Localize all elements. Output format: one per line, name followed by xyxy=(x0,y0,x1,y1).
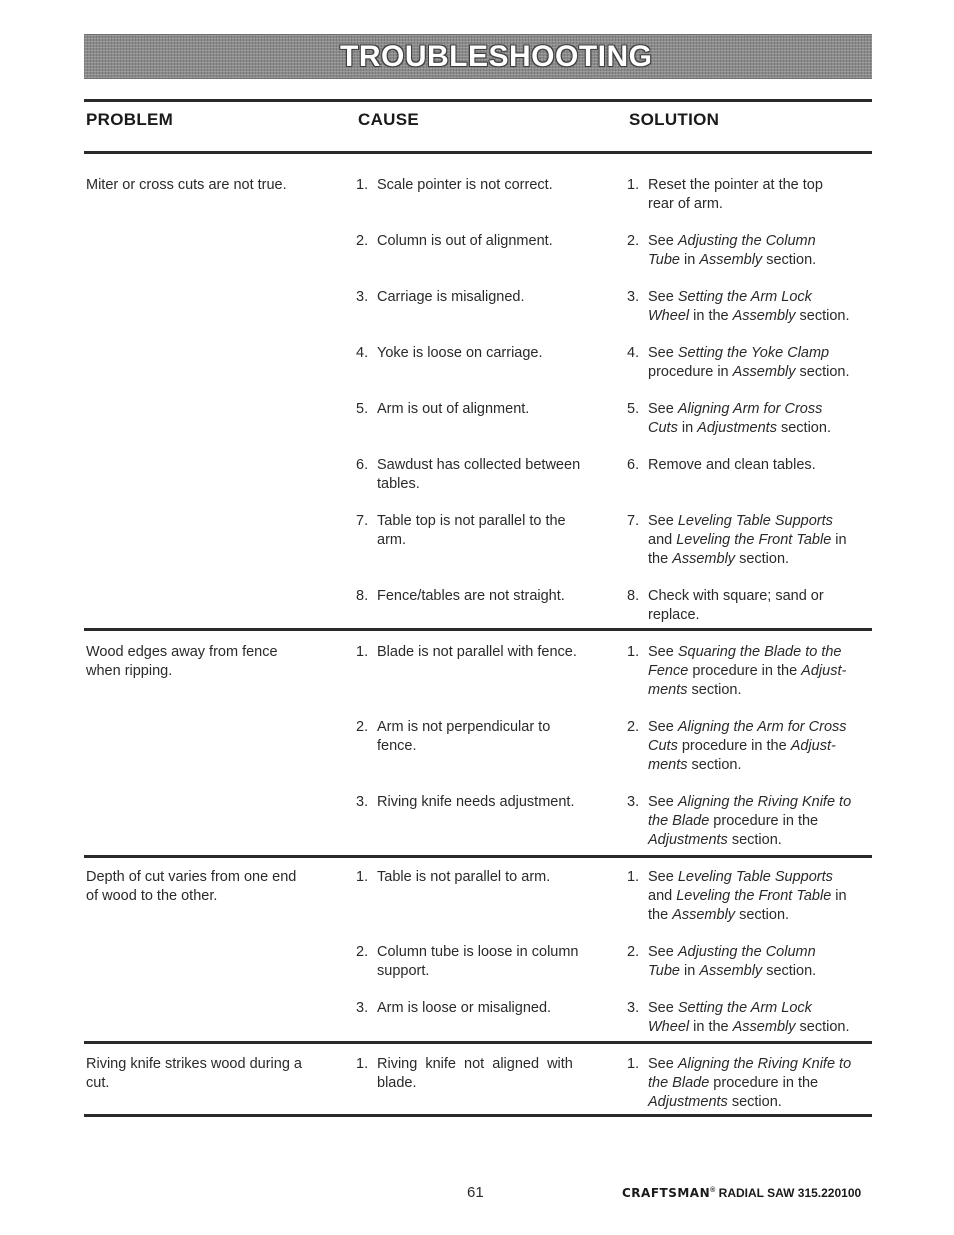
solution-reference: Fence xyxy=(648,663,689,679)
solution-number: 8. xyxy=(627,588,640,604)
solution-text xyxy=(648,606,700,625)
solution-segment: See xyxy=(648,345,678,361)
solution-reference: Leveling Table Supports xyxy=(677,513,833,529)
solution-segment: replace. xyxy=(648,607,700,623)
solution-segment: in xyxy=(831,888,847,904)
solution-reference: Aligning the Arm for Cross xyxy=(677,719,847,735)
solution-reference: Adjusting the Column xyxy=(677,233,816,249)
cause-number: 2. xyxy=(356,719,369,735)
solution-text xyxy=(648,456,816,475)
solution-segment: section. xyxy=(727,1094,782,1110)
cause-text: fence. xyxy=(377,738,417,754)
solution-text xyxy=(648,400,822,419)
solution-number: 3. xyxy=(627,289,640,305)
solution-text xyxy=(648,999,812,1018)
solution-segment: See xyxy=(648,644,678,660)
solution-reference: Leveling the Front Table xyxy=(676,532,832,548)
solution-segment: section. xyxy=(687,682,742,698)
header-bottom-rule xyxy=(84,151,872,154)
cause-number: 6. xyxy=(356,457,369,473)
page-number: 61 xyxy=(467,1184,484,1201)
cause-text: Riving knife not aligned with xyxy=(377,1056,573,1072)
cause-text: Arm is not perpendicular to xyxy=(377,719,551,735)
solution-text xyxy=(648,662,846,681)
title-banner xyxy=(84,34,872,79)
solution-text xyxy=(648,1074,818,1093)
solution-number: 2. xyxy=(627,944,640,960)
solution-segment: procedure in the xyxy=(709,813,819,829)
solution-number: 7. xyxy=(627,513,640,529)
solution-segment: section. xyxy=(776,420,831,436)
solution-reference: the Blade xyxy=(648,1075,710,1091)
solution-reference: Adjust- xyxy=(801,663,847,679)
solution-text xyxy=(648,887,847,906)
solution-segment: section. xyxy=(687,757,742,773)
solution-segment: See xyxy=(648,1056,678,1072)
solution-reference: Cuts xyxy=(648,738,678,754)
cause-text: Column is out of alignment. xyxy=(377,233,553,249)
cause-number: 4. xyxy=(356,345,369,361)
solution-text xyxy=(648,1018,850,1037)
cause-text: Column tube is loose in column xyxy=(377,944,579,960)
problem-text: of wood to the other. xyxy=(86,888,218,904)
solution-segment: in xyxy=(679,963,700,979)
section-divider xyxy=(84,855,872,858)
cause-number: 5. xyxy=(356,401,369,417)
cause-text: Table is not parallel to arm. xyxy=(377,869,551,885)
solution-text xyxy=(648,1093,782,1112)
solution-segment: Check with square; sand or xyxy=(648,588,824,604)
solution-reference: Tube xyxy=(648,252,680,268)
solution-reference: Leveling the Front Table xyxy=(676,888,832,904)
solution-reference: Setting the Yoke Clamp xyxy=(677,345,830,361)
problem-text: Wood edges away from fence xyxy=(86,644,278,660)
cause-text: Riving knife needs adjustment. xyxy=(377,794,575,810)
solution-segment: section. xyxy=(795,308,850,324)
cause-text: Table top is not parallel to the xyxy=(377,513,566,529)
solution-segment: in xyxy=(677,420,698,436)
cause-text: Arm is loose or misaligned. xyxy=(377,1000,552,1016)
cause-text: arm. xyxy=(377,532,406,548)
solution-reference: Adjustments xyxy=(648,832,728,848)
solution-number: 1. xyxy=(627,869,640,885)
solution-reference: Assembly xyxy=(732,1019,796,1035)
solution-text xyxy=(648,512,833,531)
solution-segment: Reset the pointer at the top xyxy=(648,177,823,193)
solution-reference: Aligning the Riving Knife to xyxy=(677,1056,852,1072)
solution-segment: and xyxy=(648,888,677,904)
solution-number: 6. xyxy=(627,457,640,473)
solution-number: 3. xyxy=(627,1000,640,1016)
solution-text xyxy=(648,587,824,606)
solution-reference: Wheel xyxy=(648,1019,690,1035)
solution-reference: Assembly xyxy=(672,907,736,923)
solution-segment: in xyxy=(831,532,847,548)
solution-reference: the Blade xyxy=(648,813,710,829)
solution-segment: section. xyxy=(762,963,817,979)
problem-text: Depth of cut varies from one end xyxy=(86,869,297,885)
problem-text: Riving knife strikes wood during a xyxy=(86,1056,302,1072)
solution-reference: Adjustments xyxy=(697,420,777,436)
solution-number: 5. xyxy=(627,401,640,417)
cause-number: 1. xyxy=(356,1056,369,1072)
cause-number: 1. xyxy=(356,644,369,660)
solution-reference: ments xyxy=(648,757,688,773)
solution-segment: section. xyxy=(795,1019,850,1035)
solution-text xyxy=(648,232,816,251)
solution-reference: Leveling Table Supports xyxy=(677,869,833,885)
solution-segment: See xyxy=(648,401,678,417)
craftsman-logo: CRAFTSMAN xyxy=(622,1186,711,1200)
solution-segment: in xyxy=(679,252,700,268)
cause-text: Fence/tables are not straight. xyxy=(377,588,565,604)
solution-text xyxy=(648,550,789,569)
cause-text: Sawdust has collected between xyxy=(377,457,581,473)
cause-text: Scale pointer is not correct. xyxy=(377,177,553,193)
solution-reference: Adjusting the Column xyxy=(677,944,816,960)
solution-number: 3. xyxy=(627,794,640,810)
section-divider xyxy=(84,1041,872,1044)
solution-reference: Setting the Arm Lock xyxy=(677,289,812,305)
solution-text xyxy=(648,812,818,831)
solution-text xyxy=(648,868,833,887)
problem-text: cut. xyxy=(86,1075,110,1091)
solution-number: 2. xyxy=(627,233,640,249)
solution-text xyxy=(648,718,847,737)
solution-segment: in the xyxy=(689,1019,733,1035)
solution-text xyxy=(648,195,723,214)
solution-text xyxy=(648,831,782,850)
solution-text xyxy=(648,793,851,812)
solution-segment: the xyxy=(648,907,673,923)
solution-reference: Assembly xyxy=(699,252,763,268)
solution-text xyxy=(648,962,816,981)
solution-segment: section. xyxy=(795,364,850,380)
solution-text xyxy=(648,251,816,270)
cause-text: tables. xyxy=(377,476,420,492)
solution-segment: See xyxy=(648,794,678,810)
solution-reference: Wheel xyxy=(648,308,690,324)
solution-number: 4. xyxy=(627,345,640,361)
solution-segment: See xyxy=(648,869,678,885)
solution-reference: Aligning Arm for Cross xyxy=(677,401,823,417)
problem-column-header: PROBLEM xyxy=(86,110,174,129)
solution-segment: section. xyxy=(727,832,782,848)
solution-segment: procedure in the xyxy=(688,663,802,679)
solution-segment: See xyxy=(648,1000,678,1016)
solution-text xyxy=(648,307,850,326)
solution-segment: rear of arm. xyxy=(648,196,723,212)
cause-number: 7. xyxy=(356,513,369,529)
solution-text xyxy=(648,681,742,700)
cause-column-header: CAUSE xyxy=(358,110,420,129)
cause-text: blade. xyxy=(377,1075,417,1091)
solution-text xyxy=(648,906,789,925)
solution-reference: ments xyxy=(648,682,688,698)
solution-segment: Remove and clean tables. xyxy=(648,457,816,473)
cause-text: Blade is not parallel with fence. xyxy=(377,644,577,660)
solution-segment: procedure in the xyxy=(709,1075,819,1091)
solution-number: 2. xyxy=(627,719,640,735)
solution-reference: Assembly xyxy=(732,308,796,324)
section-divider xyxy=(84,628,872,631)
registered-mark: ® xyxy=(710,1187,716,1194)
cause-number: 3. xyxy=(356,289,369,305)
solution-reference: Adjust- xyxy=(790,738,836,754)
solution-segment: procedure in xyxy=(648,364,733,380)
solution-text xyxy=(648,288,812,307)
cause-number: 1. xyxy=(356,869,369,885)
solution-text xyxy=(648,643,842,662)
section-divider xyxy=(84,1114,872,1117)
cause-text: Yoke is loose on carriage. xyxy=(377,345,543,361)
cause-number: 8. xyxy=(356,588,369,604)
solution-text xyxy=(648,363,850,382)
solution-number: 1. xyxy=(627,644,640,660)
footer-brand xyxy=(622,1186,861,1200)
model-number: RADIAL SAW 315.220100 xyxy=(718,1186,862,1200)
solution-text xyxy=(648,531,847,550)
solution-segment: See xyxy=(648,289,678,305)
cause-number: 1. xyxy=(356,177,369,193)
solution-reference: Assembly xyxy=(699,963,763,979)
cause-number: 2. xyxy=(356,944,369,960)
solution-reference: Assembly xyxy=(732,364,796,380)
cause-text: Carriage is misaligned. xyxy=(377,289,525,305)
solution-reference: Tube xyxy=(648,963,680,979)
solution-segment: in the xyxy=(689,308,733,324)
solution-reference: Setting the Arm Lock xyxy=(677,1000,812,1016)
cause-text: Arm is out of alignment. xyxy=(377,401,530,417)
solution-segment: See xyxy=(648,944,678,960)
solution-segment: procedure in the xyxy=(677,738,791,754)
solution-column-header: SOLUTION xyxy=(629,110,720,129)
solution-text xyxy=(648,737,836,756)
solution-segment: section. xyxy=(735,551,790,567)
cause-number: 3. xyxy=(356,794,369,810)
header-top-rule xyxy=(84,99,872,102)
solution-segment: See xyxy=(648,719,678,735)
cause-number: 3. xyxy=(356,1000,369,1016)
solution-segment: See xyxy=(648,513,678,529)
solution-number: 1. xyxy=(627,177,640,193)
solution-segment: the xyxy=(648,551,673,567)
solution-reference: Cuts xyxy=(648,420,678,436)
solution-reference: Assembly xyxy=(672,551,736,567)
solution-reference: Squaring the Blade to the xyxy=(677,644,842,660)
solution-text xyxy=(648,419,831,438)
problem-text: when ripping. xyxy=(86,663,173,679)
solution-text xyxy=(648,1055,851,1074)
solution-number: 1. xyxy=(627,1056,640,1072)
solution-text xyxy=(648,943,816,962)
cause-number: 2. xyxy=(356,233,369,249)
solution-segment: section. xyxy=(735,907,790,923)
solution-text xyxy=(648,756,742,775)
solution-segment: and xyxy=(648,532,677,548)
solution-reference: Adjustments xyxy=(648,1094,728,1110)
solution-text xyxy=(648,176,823,195)
solution-text xyxy=(648,344,829,363)
cause-text: support. xyxy=(377,963,430,979)
solution-reference: Aligning the Riving Knife to xyxy=(677,794,852,810)
page-title: TROUBLESHOOTING xyxy=(340,40,653,73)
solution-segment: See xyxy=(648,233,678,249)
solution-segment: section. xyxy=(762,252,817,268)
problem-text: Miter or cross cuts are not true. xyxy=(86,177,287,193)
